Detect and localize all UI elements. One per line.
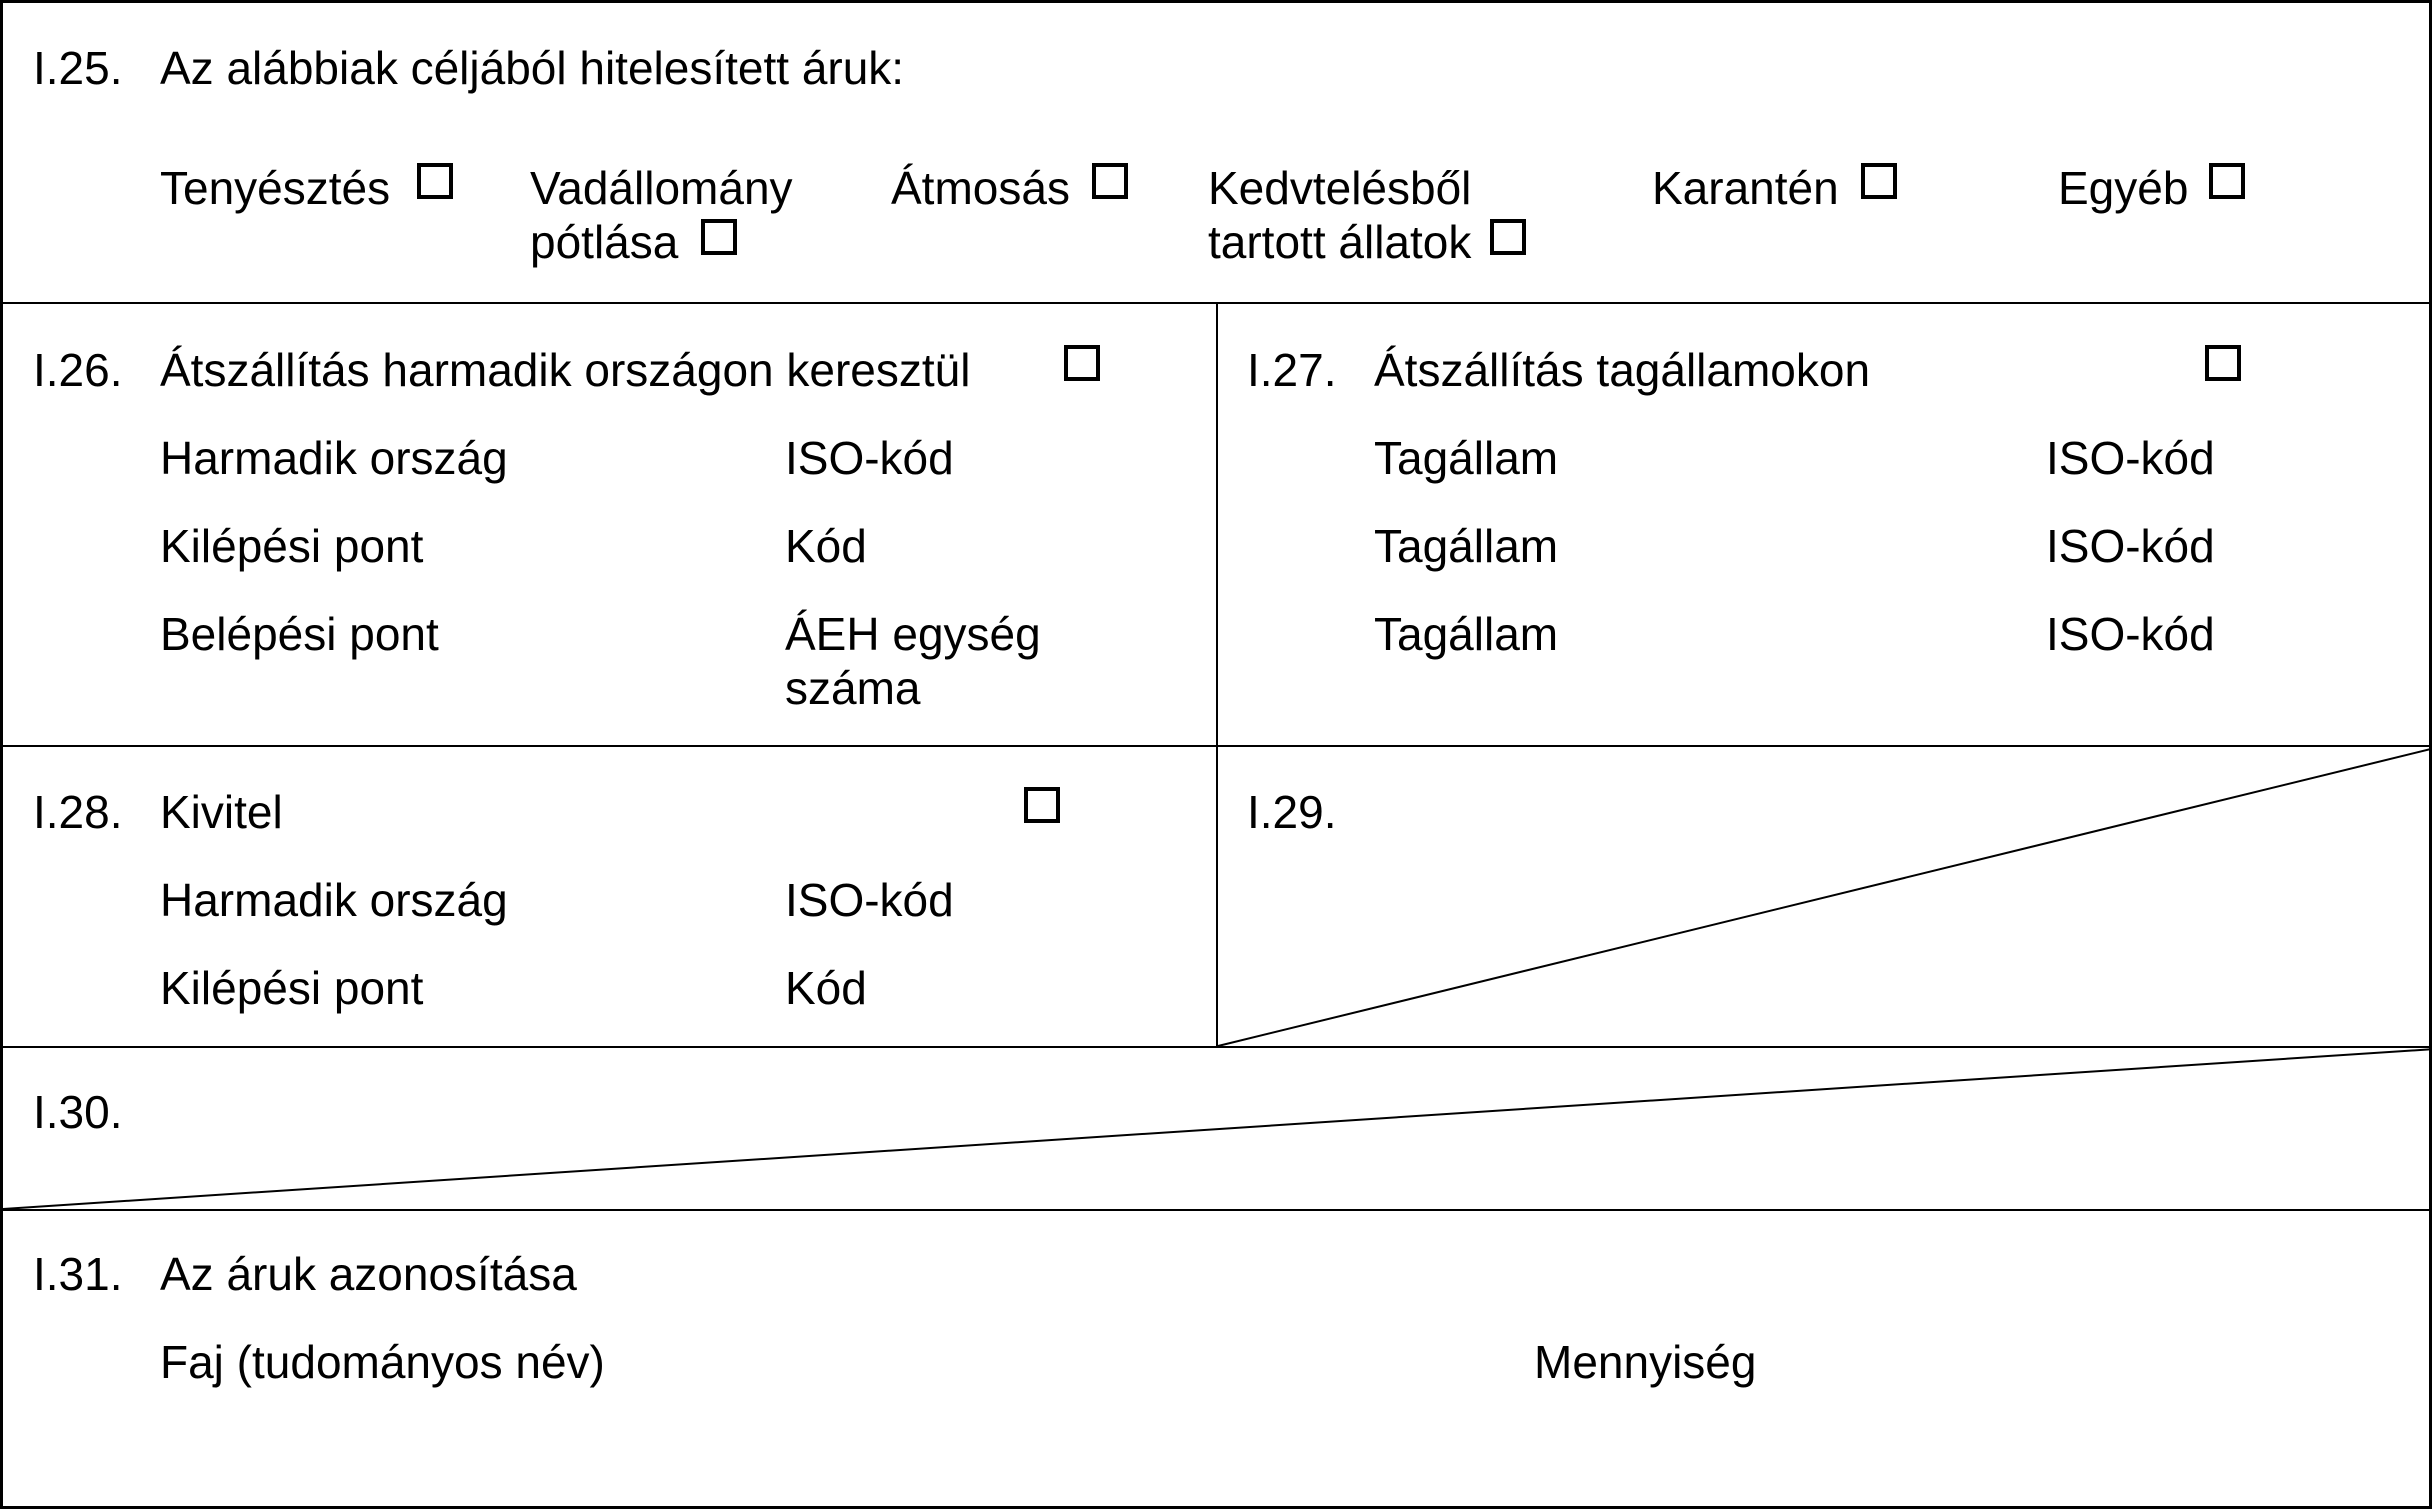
- i27-row1-label: Tagállam: [1374, 432, 1559, 484]
- i27-row3-code: ISO-kód: [2046, 608, 2215, 660]
- i26-number: I.26.: [33, 344, 123, 396]
- i30-diagonal: [3, 1049, 2432, 1209]
- checkbox-tenyesztes[interactable]: [417, 163, 453, 199]
- i31-number: I.31.: [33, 1248, 123, 1300]
- i26-title: Átszállítás harmadik országon keresztül: [160, 344, 971, 396]
- i26-row1-label: Harmadik ország: [160, 432, 508, 484]
- i25-title: Az alábbiak céljából hitelesített áruk:: [160, 42, 905, 94]
- i27-title: Átszállítás tagállamokon: [1374, 344, 1871, 396]
- i29-diagonal: [1218, 748, 2432, 1046]
- i27-row3-label: Tagállam: [1374, 608, 1559, 660]
- i31-title: Az áruk azonosítása: [160, 1248, 577, 1300]
- i26-row3-label: Belépési pont: [160, 608, 439, 660]
- i28-title: Kivitel: [160, 786, 283, 838]
- checkbox-i27[interactable]: [2205, 345, 2241, 381]
- i28-row1-label: Harmadik ország: [160, 874, 508, 926]
- i30-number: I.30.: [33, 1086, 123, 1138]
- option-kedvteles-label-line2: tartott állatok: [1208, 216, 1472, 268]
- i27-row2-label: Tagállam: [1374, 520, 1559, 572]
- option-tenyesztes-label: Tenyésztés: [160, 162, 391, 214]
- i25-number: I.25.: [33, 42, 123, 94]
- i28-row1-code: ISO-kód: [785, 874, 954, 926]
- i27-number: I.27.: [1247, 344, 1337, 396]
- i31-species-label: Faj (tudományos név): [160, 1336, 605, 1388]
- i27-row2-code: ISO-kód: [2046, 520, 2215, 572]
- i26-row3-code-line2: száma: [785, 662, 921, 714]
- checkbox-i28[interactable]: [1024, 787, 1060, 823]
- i26-row3-code-line1: ÁEH egység: [785, 608, 1041, 660]
- i28-row2-label: Kilépési pont: [160, 962, 424, 1014]
- i26-row2-code: Kód: [785, 520, 867, 572]
- option-vadallomany-label-line2: pótlása: [530, 216, 679, 268]
- option-egyeb-label: Egyéb: [2058, 162, 2189, 214]
- i27-row1-code: ISO-kód: [2046, 432, 2215, 484]
- i28-number: I.28.: [33, 786, 123, 838]
- checkbox-karanten[interactable]: [1861, 163, 1897, 199]
- i26-row1-code: ISO-kód: [785, 432, 954, 484]
- checkbox-kedvteles[interactable]: [1490, 219, 1526, 255]
- i28-row2-code: Kód: [785, 962, 867, 1014]
- checkbox-atmosas[interactable]: [1092, 163, 1128, 199]
- option-vadallomany-label-line1: Vadállomány: [530, 162, 793, 214]
- checkbox-i26[interactable]: [1064, 345, 1100, 381]
- checkbox-egyeb[interactable]: [2209, 163, 2245, 199]
- checkbox-vadallomany[interactable]: [701, 219, 737, 255]
- option-kedvteles-label-line1: Kedvtelésből: [1208, 162, 1472, 214]
- option-atmosas-label: Átmosás: [891, 162, 1070, 214]
- i26-row2-label: Kilépési pont: [160, 520, 424, 572]
- option-karanten-label: Karantén: [1652, 162, 1839, 214]
- i29-number: I.29.: [1247, 786, 1337, 838]
- i31-quantity-label: Mennyiség: [1534, 1336, 1757, 1388]
